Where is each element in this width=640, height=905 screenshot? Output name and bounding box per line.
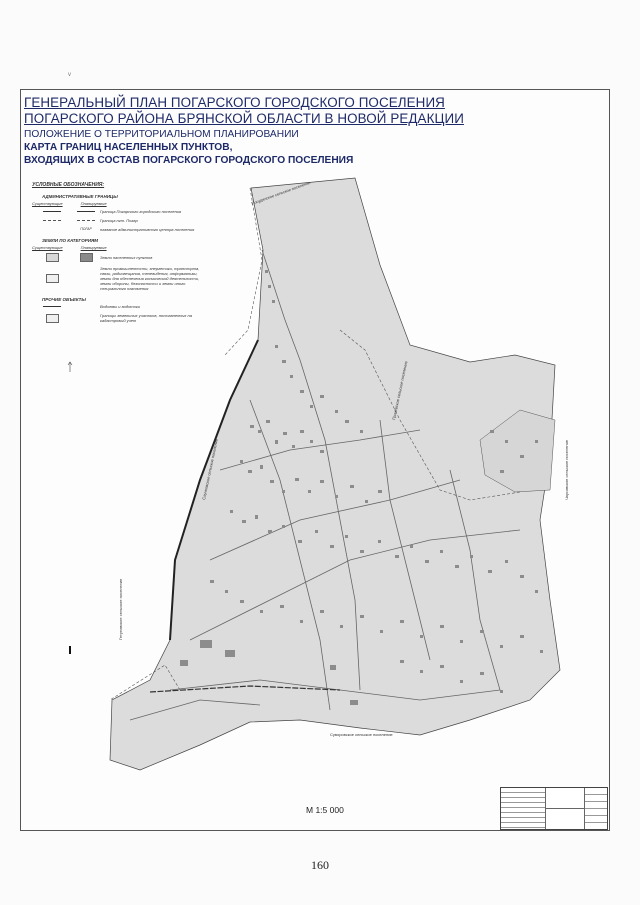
north-settlement-label: Посудичское сельское поселение bbox=[250, 179, 312, 206]
legend-swatch-box bbox=[46, 253, 59, 262]
stamp-grid-left bbox=[501, 788, 546, 829]
legend-swatch-line bbox=[77, 211, 95, 212]
legend-row bbox=[32, 304, 207, 309]
legend-item-label: Границы земельных участков, поставленных на кадастровый учет bbox=[100, 313, 192, 323]
legend-col-existing: Существующие bbox=[32, 245, 63, 250]
legend-swatch-line bbox=[43, 211, 61, 212]
document-subtitle: ПОЛОЖЕНИЕ О ТЕРРИТОРИАЛЬНОМ ПЛАНИРОВАНИИ bbox=[24, 129, 299, 140]
map-scale: М 1:5 000 bbox=[306, 805, 344, 815]
map-heading-line-1: КАРТА ГРАНИЦ НАСЕЛЕННЫХ ПУНКТОВ, bbox=[24, 142, 233, 153]
legend-col-planned: Планируемые bbox=[80, 245, 107, 250]
map-heading-line-2: ВХОДЯЩИХ В СОСТАВ ПОГАРСКОГО ГОРОДСКОГО ПОСЕЛЕНИЯ bbox=[24, 155, 354, 166]
east-settlement-label: Чаусовское сельское поселение bbox=[564, 439, 569, 500]
map-legend bbox=[32, 183, 207, 327]
document-title-line-1: ГЕНЕРАЛЬНЫЙ ПЛАН ПОГАРСКОГО ГОРОДСКОГО ПОСЕЛЕНИЯ bbox=[24, 95, 445, 110]
northeast-settlement-label: Гринёвское сельское поселение bbox=[391, 360, 409, 421]
legend-swatch-box bbox=[80, 253, 93, 262]
legend-item-label: название административного центра поселения bbox=[100, 227, 195, 232]
legend-row bbox=[32, 266, 207, 291]
west-settlement-label: Гетуновское сельское поселение bbox=[118, 578, 123, 640]
legend-title: УСЛОВНЫЕ ОБОЗНАЧЕНИЯ: bbox=[32, 182, 105, 188]
legend-item-label: Земли промышленности, энергетики, транспорта, связи, радиовещания, телевидения, информатики, земли для обеспечения космической деятельности, земли обороны, безопасности и земли иного специального назначения bbox=[100, 266, 200, 291]
legend-swatch-box bbox=[46, 274, 59, 283]
corner-mark: v bbox=[68, 72, 71, 78]
stamp-grid-right bbox=[584, 788, 607, 829]
legend-row bbox=[32, 209, 207, 214]
legend-item-label: Граница Погарского городского поселения bbox=[100, 209, 182, 214]
title-stamp-block bbox=[500, 787, 608, 830]
legend-item-label: Граница пгт. Погар bbox=[100, 218, 138, 223]
legend-swatch-dash bbox=[77, 220, 95, 221]
legend-columns bbox=[32, 245, 207, 250]
ink-mark bbox=[69, 646, 71, 654]
legend-item-label: Земли населенных пунктов bbox=[100, 255, 153, 260]
legend-columns bbox=[32, 201, 207, 206]
legend-row bbox=[32, 218, 207, 223]
stamp-divider bbox=[545, 808, 585, 809]
legend-land-section: ЗЕМЛИ ПО КАТЕГОРИЯМ bbox=[42, 238, 98, 243]
legend-swatch-dash bbox=[43, 220, 61, 221]
legend-swatch-line bbox=[43, 306, 61, 307]
document-title-line-2: ПОГАРСКОГО РАЙОНА БРЯНСКОЙ ОБЛАСТИ В НОВОЙ РЕДАКЦИИ bbox=[24, 111, 464, 126]
north-arrow-icon bbox=[68, 362, 72, 372]
center-settlement-label: Случковское сельское поселение bbox=[201, 438, 219, 501]
legend-admin-section: АДМИНИСТРАТИВНЫЕ ГРАНИЦЫ bbox=[42, 194, 118, 199]
legend-col-planned: Планируемые bbox=[80, 201, 107, 206]
legend-admin-code: ПОГАР bbox=[80, 227, 92, 231]
legend-swatch-box bbox=[46, 314, 59, 323]
legend-row bbox=[32, 313, 207, 323]
legend-col-existing: Существующие bbox=[32, 201, 63, 206]
legend-row bbox=[32, 253, 207, 262]
legend-other-section: ПРОЧИЕ ОБЪЕКТЫ bbox=[42, 297, 86, 302]
legend-item-label: Водоемы и водотоки bbox=[100, 304, 140, 309]
legend-row bbox=[32, 227, 207, 232]
south-settlement-label: Суворовское сельское поселение bbox=[330, 732, 393, 737]
title-block bbox=[24, 95, 584, 167]
page-number: 160 bbox=[311, 858, 329, 872]
